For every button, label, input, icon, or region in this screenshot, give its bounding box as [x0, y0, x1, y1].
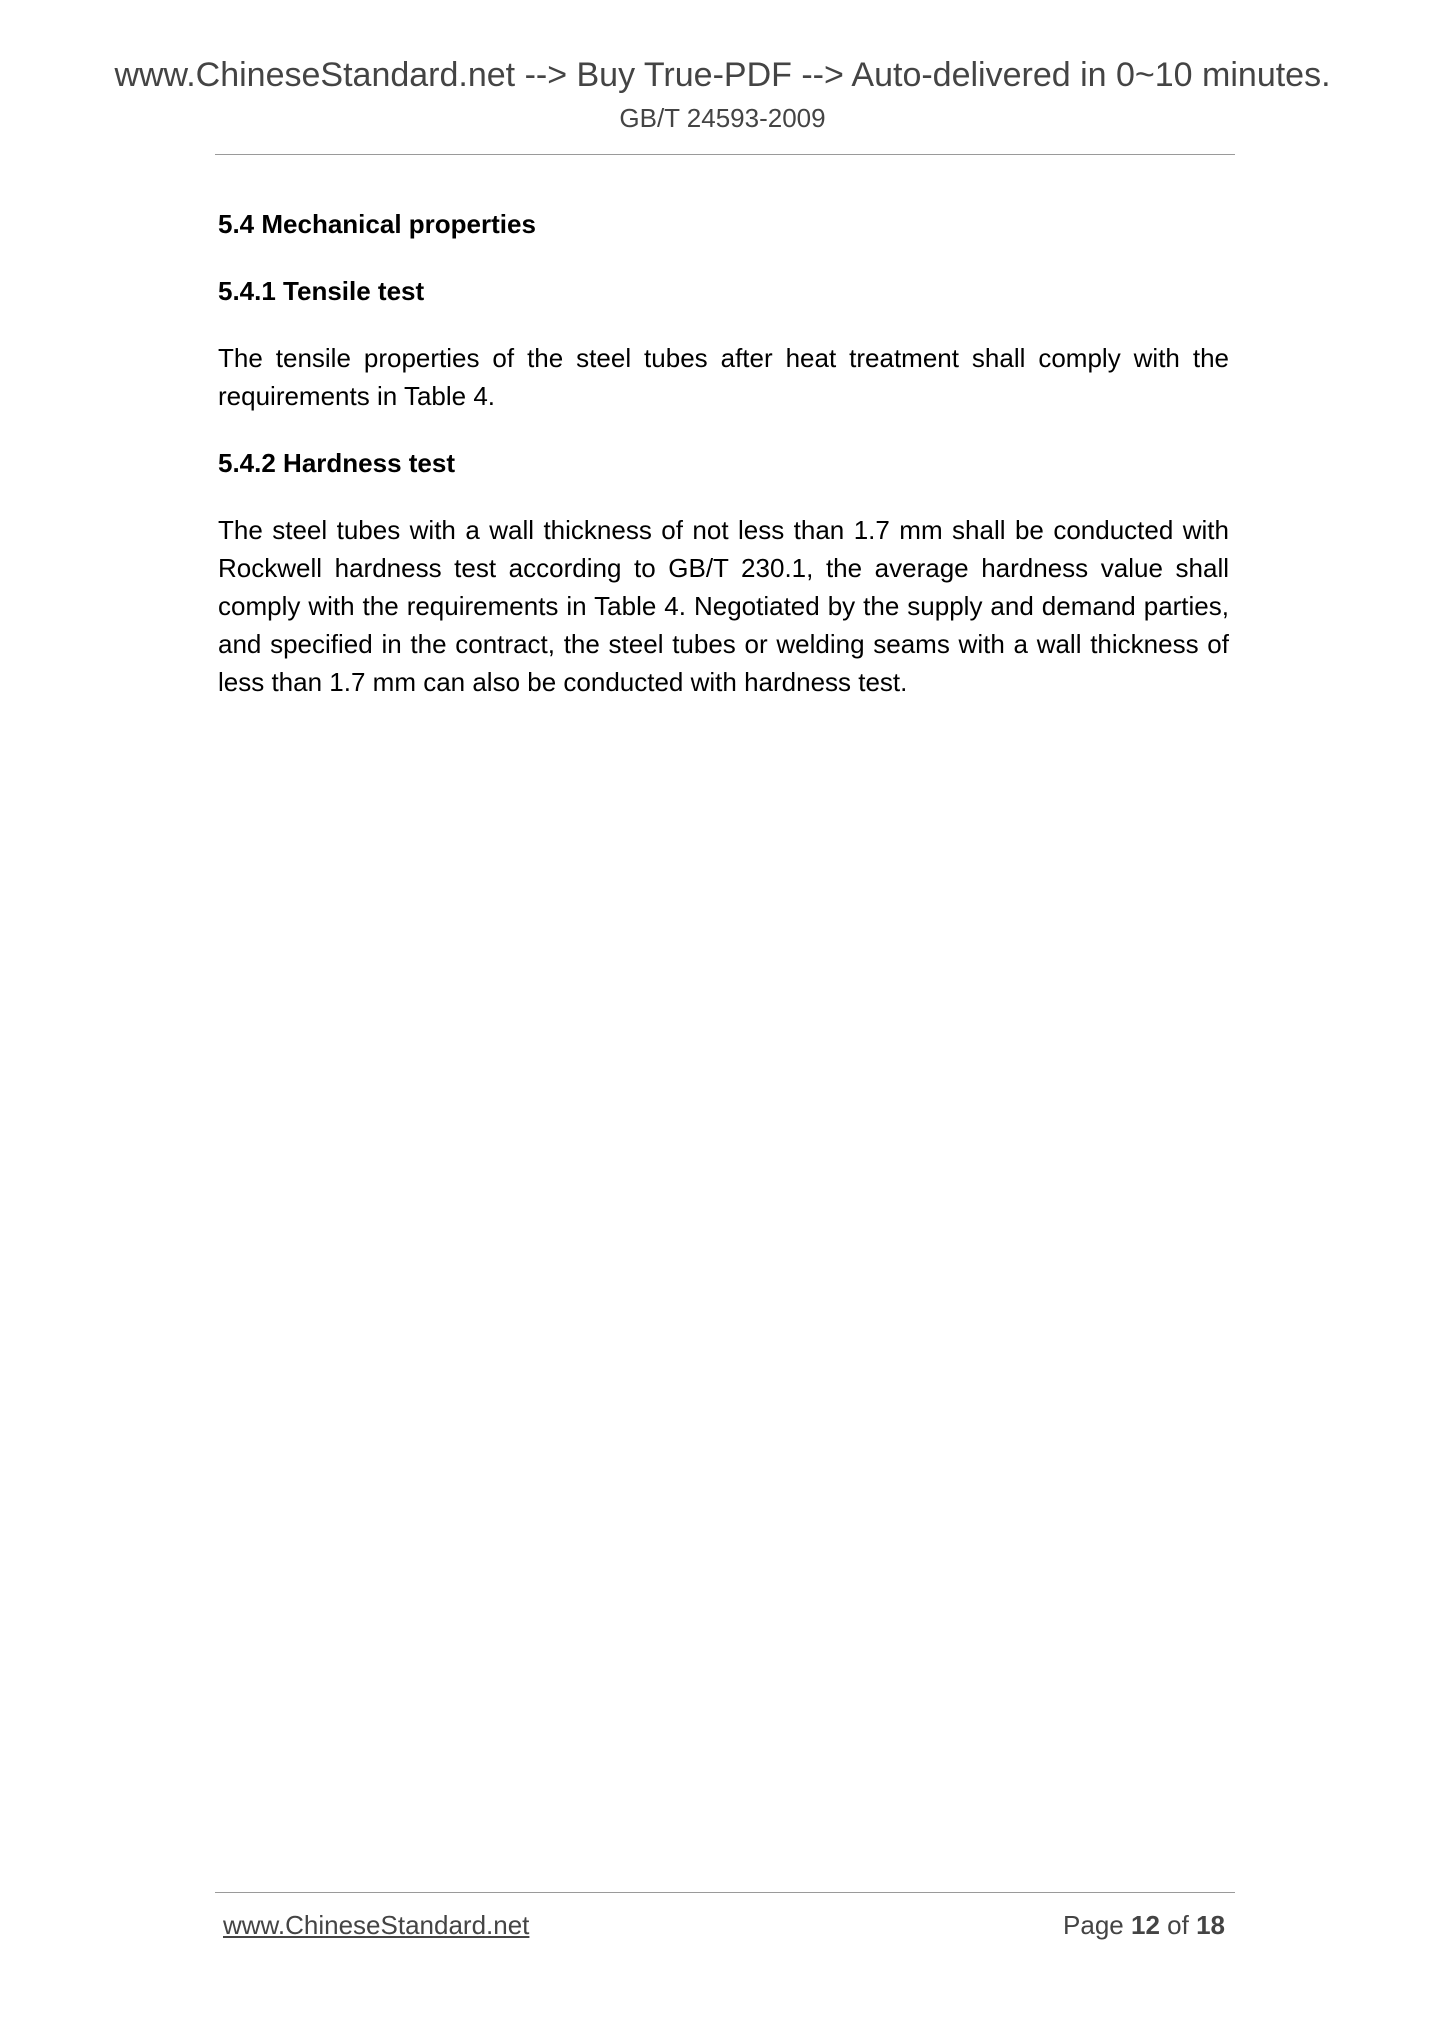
site-banner: www.ChineseStandard.net --> Buy True-PDF --> Auto-delivered in 0~10 minutes. — [114, 56, 1331, 94]
header-divider — [215, 154, 1235, 155]
section-heading-5-4-1: 5.4.1 Tensile test — [218, 276, 425, 306]
page-total: 18 — [1196, 1910, 1225, 1940]
paragraph-tensile-test: The tensile properties of the steel tubes after heat treatment shall comply with the requirements in Table 4. — [218, 343, 1229, 411]
paragraph-hardness-test: The steel tubes with a wall thickness of not less than 1.7 mm shall be conducted with Rockwell hardness test according to GB/T 230.1, the average hardness value shall comply with the requirements in Table 4. Negotiated by the supply and demand parties, and specified in the contract, the steel tubes or welding seams with a wall thickness of less than 1.7 mm can also be conducted with hardness test. — [218, 515, 1229, 697]
footer-site-link[interactable]: www.ChineseStandard.net — [223, 1910, 530, 1940]
page-of: of — [1167, 1910, 1189, 1940]
section-heading-5-4-2: 5.4.2 Hardness test — [218, 448, 456, 478]
footer-divider — [215, 1892, 1235, 1893]
section-heading-5-4: 5.4 Mechanical properties — [218, 209, 536, 239]
document-code: GB/T 24593-2009 — [619, 103, 826, 133]
page-current: 12 — [1131, 1910, 1160, 1940]
page-prefix: Page — [1063, 1910, 1124, 1940]
page-number — [1063, 1909, 1225, 1941]
page-content — [218, 205, 1229, 701]
